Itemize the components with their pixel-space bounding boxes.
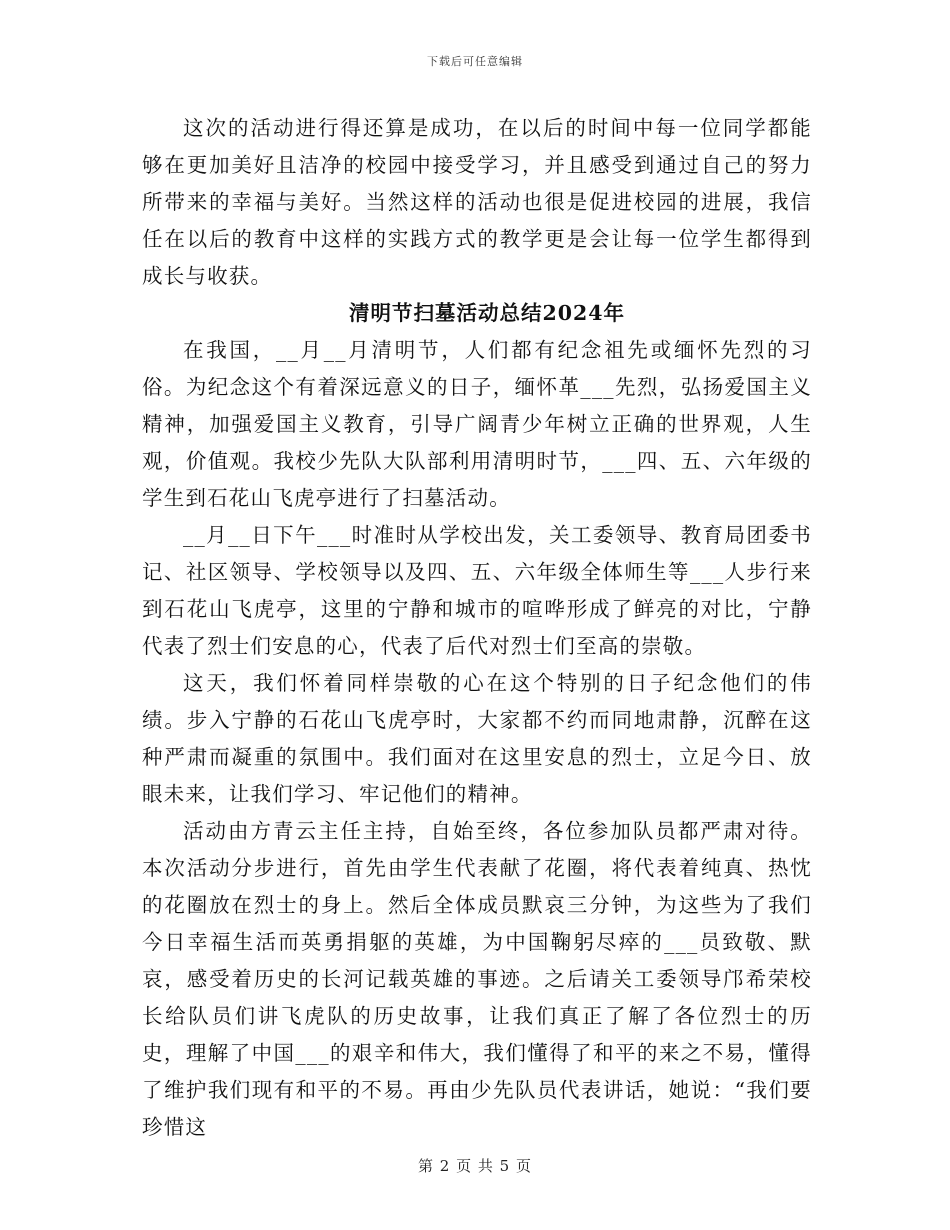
body-paragraph: 在我国，__月__月清明节，人们都有纪念祖先或缅怀先烈的习俗。为纪念这个有着深远意义的日子，缅怀革___先烈，弘扬爱国主义精神，加强爱国主义教育，引导广阔青少年树立正确的世界观，人生观，价值观。我校少先队大队部利用清明时节，___四、五、六年级的学生到石花山飞虎亭进行了扫墓活动。 <box>142 338 812 510</box>
body-paragraph: __月__日下午___时准时从学校出发，关工委领导、教育局团委书记、社区领导、学校领导以及四、五、六年级全体师生等___人步行来到石花山飞虎亭，这里的宁静和城市的喧哗形成了鲜亮的对比，宁静代表了烈士们安息的心，代表了后代对烈士们至高的崇敬。 <box>142 523 812 658</box>
document-body <box>142 110 812 1146</box>
page-number-footer: 第 2 页 共 5 页 <box>418 1157 532 1175</box>
section-title: 清明节扫墓活动总结2024年 <box>348 301 626 325</box>
body-paragraph: 这天，我们怀着同样崇敬的心在这个特别的日子纪念他们的伟绩。步入宁静的石花山飞虎亭时，大家都不约而同地肃静，沉醉在这种严肃而凝重的氛围中。我们面对在这里安息的烈士，立足今日、放眼未来，让我们学习、牢记他们的精神。 <box>142 671 812 806</box>
intro-paragraph: 这次的活动进行得还算是成功，在以后的时间中每一位同学都能够在更加美好且洁净的校园中接受学习，并且感受到通过自己的努力所带来的幸福与美好。当然这样的活动也很是促进校园的进展，我信任在以后的教育中这样的实践方式的教学更是会让每一位学生都得到成长与收获。 <box>142 116 812 288</box>
page-header: 下载后可任意编辑 <box>427 55 523 68</box>
body-paragraph: 活动由方青云主任主持，自始至终，各位参加队员都严肃对待。本次活动分步进行，首先由学生代表献了花圈，将代表着纯真、热忱的花圈放在烈士的身上。然后全体成员默哀三分钟，为这些为了我们今日幸福生活而英勇捐躯的英雄，为中国鞠躬尽瘁的___员致敬、默哀，感受着历史的长河记载英雄的事迹。之后请关工委领导邝希荣校长给队员们讲飞虎队的历史故事，让我们真正了解了各位烈士的历史，理解了中国___的艰辛和伟大，我们懂得了和平的来之不易，懂得了维护我们现有和平的不易。再由少先队员代表讲话，她说：“我们要珍惜这 <box>142 819 812 1139</box>
